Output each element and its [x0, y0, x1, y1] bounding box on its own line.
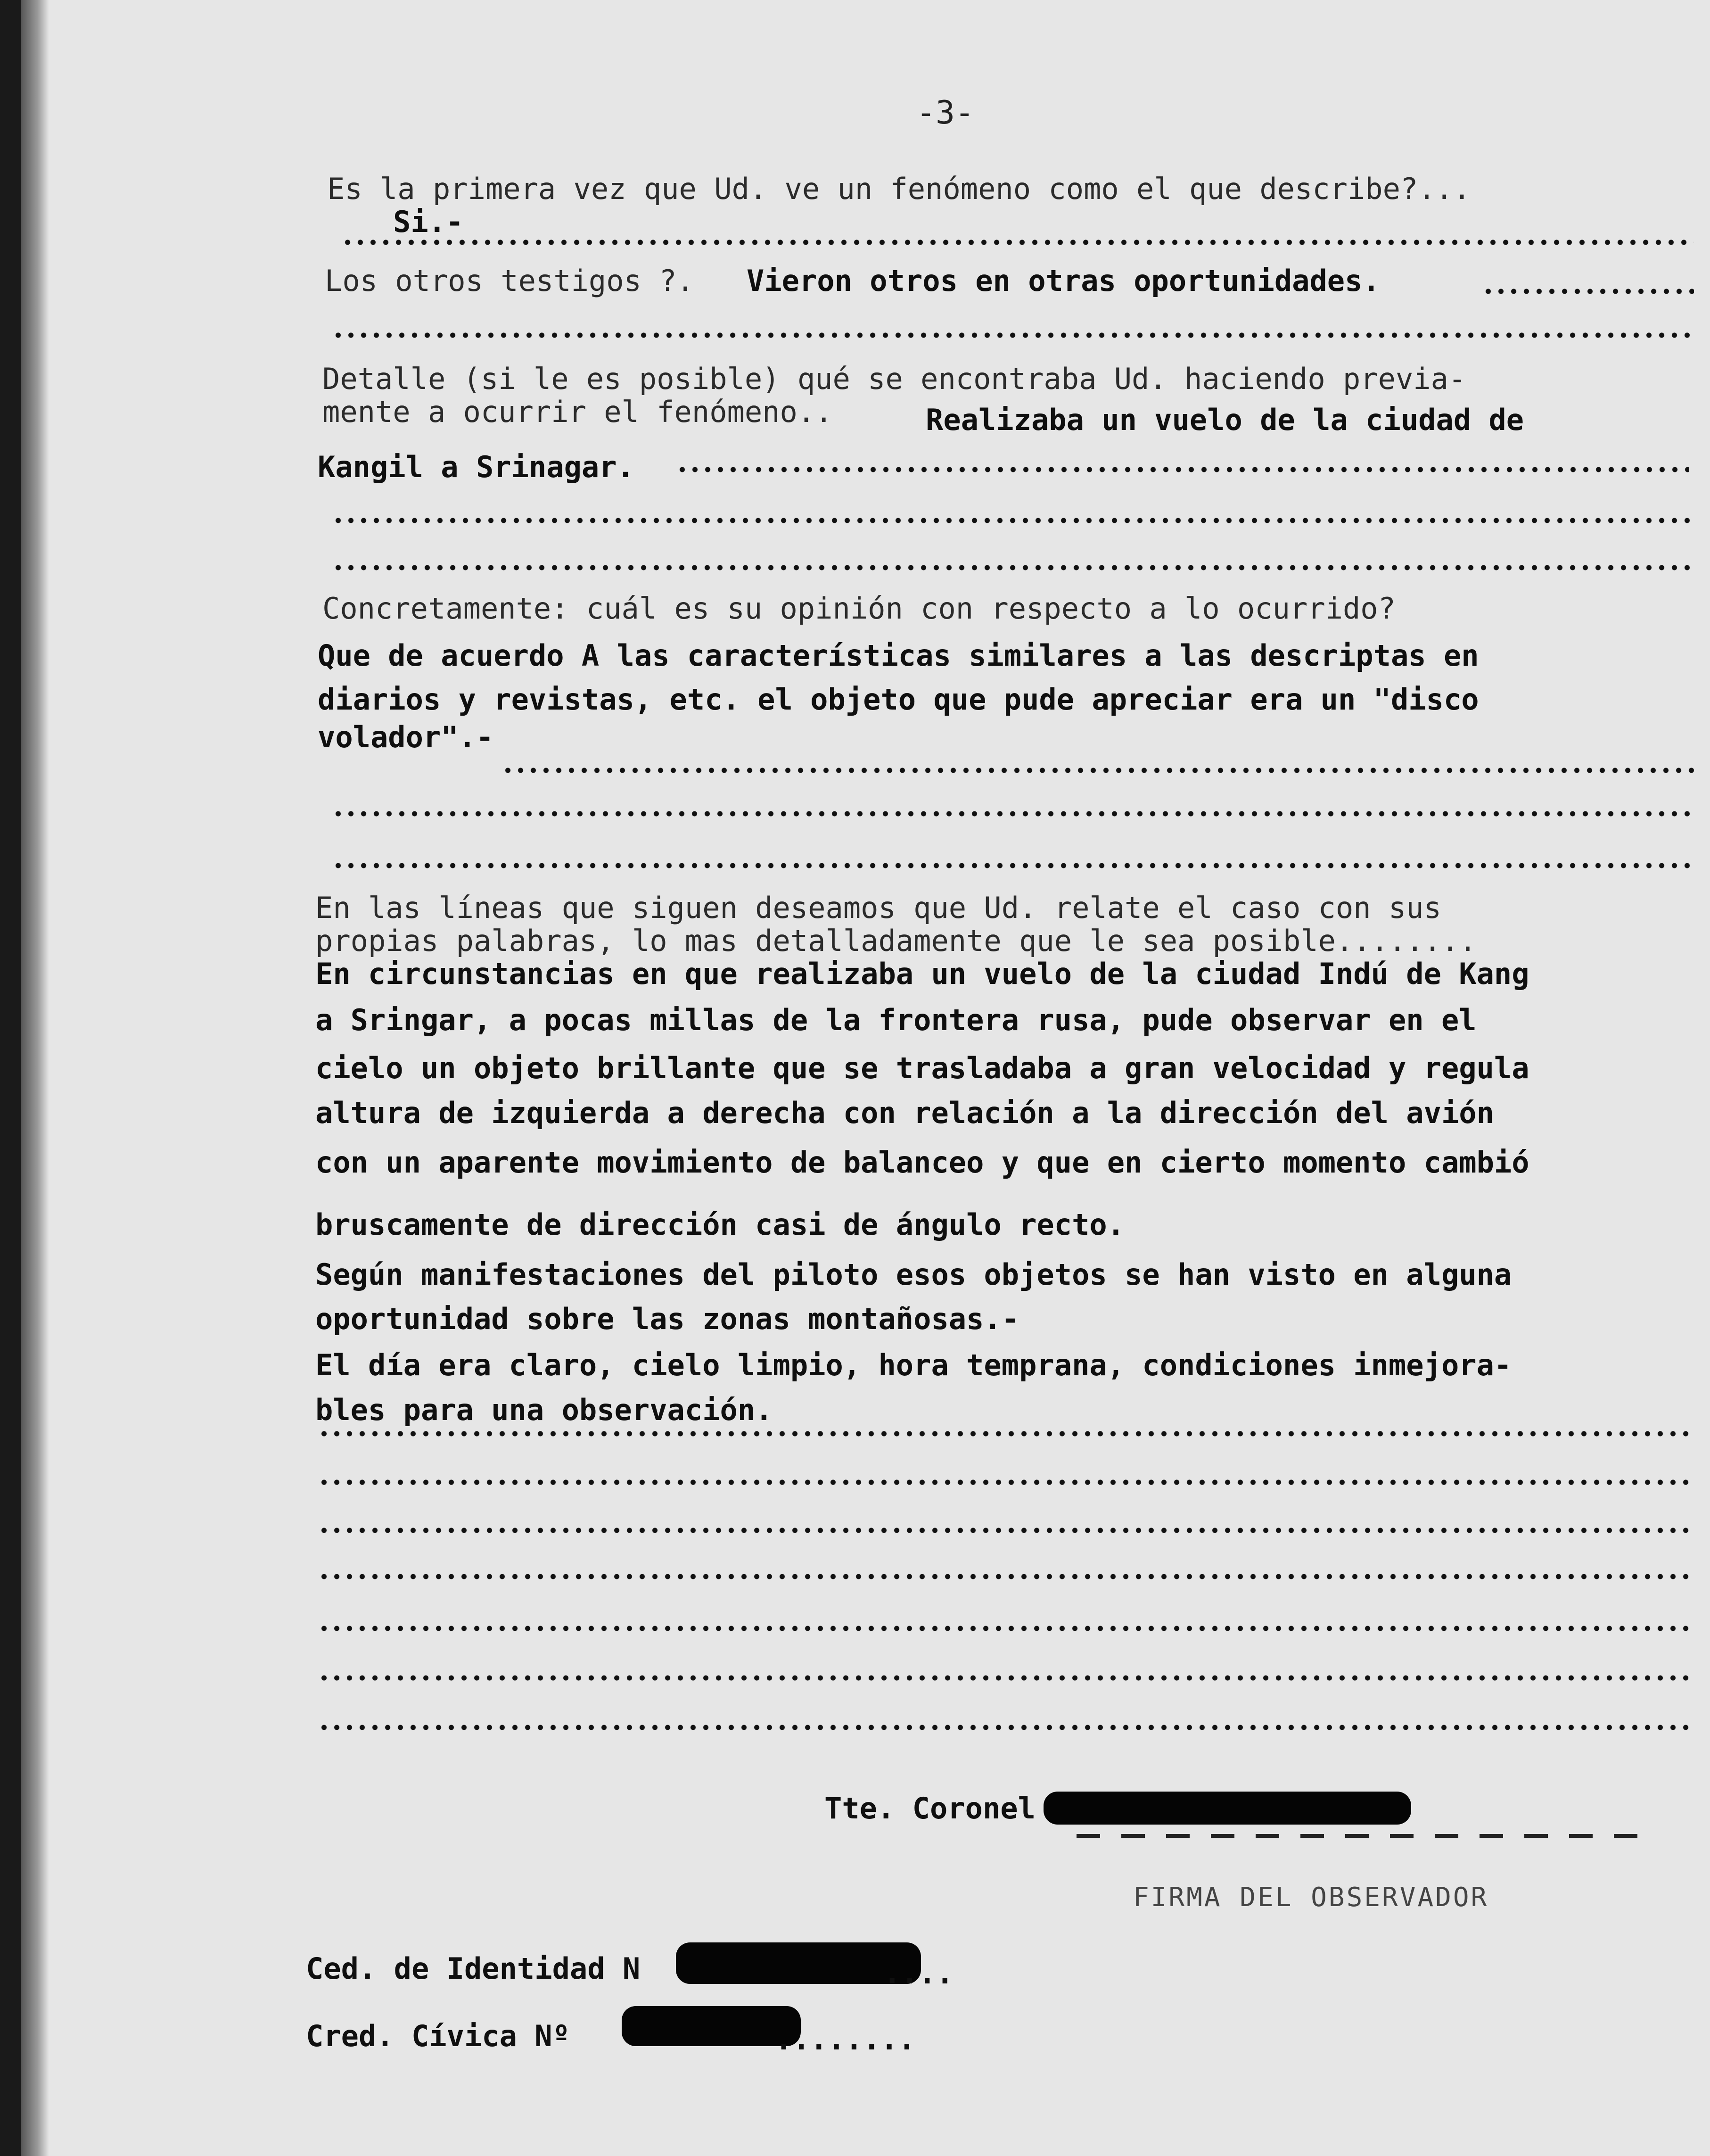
dotted-line	[332, 811, 1694, 817]
narrative-line: altura de izquierda a derecha con relación a la dirección del avión	[315, 1096, 1494, 1130]
question-narrative-line2: propias palabras, lo mas detalladamente que le sea posible........	[315, 924, 1477, 958]
narrative-line: cielo un objeto brillante que se trasladaba a gran velocidad y regula	[315, 1051, 1529, 1085]
narrative-line: En circunstancias en que realizaba un vuelo de la ciudad Indú de Kang	[315, 957, 1529, 991]
dotted-line	[676, 467, 1689, 472]
dotted-line	[318, 1675, 1694, 1681]
redaction-bar	[622, 2006, 801, 2046]
narrative-line: bruscamente de dirección casi de ángulo recto.	[315, 1207, 1125, 1242]
dotted-line	[332, 332, 1694, 338]
question-prior-activity-line1: Detalle (si le es posible) qué se encontraba Ud. haciendo previa-	[322, 362, 1466, 396]
dotted-line	[318, 1725, 1694, 1730]
dotted-line	[318, 1574, 1694, 1579]
page-number: -3-	[916, 94, 974, 132]
question-narrative-line1: En las líneas que siguen deseamos que Ud. relate el caso con sus	[315, 891, 1441, 925]
narrative-line: Según manifestaciones del piloto esos objetos se han visto en alguna	[315, 1257, 1512, 1292]
dotted-line	[332, 565, 1694, 570]
document-page	[21, 0, 1710, 2156]
narrative-line: a Sringar, a pocas millas de la frontera rusa, pude observar en el	[315, 1003, 1477, 1037]
question-first-time: Es la primera vez que Ud. ve un fenómeno como el que describe?...	[327, 172, 1471, 206]
cedula-dots: ....	[883, 1956, 954, 1991]
signature-caption: FIRMA DEL OBSERVADOR	[1133, 1882, 1489, 1913]
dotted-line	[332, 518, 1694, 523]
answer-prior-activity-line2: Kangil a Srinagar.	[318, 450, 634, 484]
question-other-witnesses: Los otros testigos ?.	[325, 264, 694, 298]
question-opinion: Concretamente: cuál es su opinión con respecto a lo ocurrido?	[322, 591, 1396, 626]
narrative-line: El día era claro, cielo limpio, hora temprana, condiciones inmejora-	[315, 1348, 1512, 1382]
cedula-label: Ced. de Identidad N	[306, 1951, 641, 1986]
answer-opinion-line2: diarios y revistas, etc. el objeto que pude apreciar era un "disco	[318, 682, 1479, 717]
dotted-line	[318, 1528, 1694, 1533]
dotted-line	[341, 240, 1694, 245]
dotted-line	[332, 863, 1694, 868]
signature-rank: Tte. Coronel	[824, 1791, 1036, 1826]
answer-other-witnesses: Vieron otros en otras oportunidades.	[747, 264, 1380, 298]
dotted-line	[501, 768, 1694, 773]
answer-first-time: Si.-	[393, 205, 464, 239]
dotted-line	[318, 1626, 1694, 1631]
narrative-line: bles para una observación.	[315, 1393, 773, 1427]
civica-label: Cred. Cívica Nº	[306, 2019, 570, 2053]
answer-opinion-line3: volador".-	[318, 720, 494, 754]
redaction-bar	[1044, 1792, 1411, 1825]
answer-prior-activity-line1: Realizaba un vuelo de la ciudad de	[926, 403, 1524, 437]
signature-line	[1077, 1834, 1656, 1838]
dotted-line	[318, 1479, 1694, 1485]
dotted-line	[318, 1431, 1694, 1437]
dotted-line	[1482, 289, 1694, 294]
question-prior-activity-line2: mente a ocurrir el fenómeno..	[322, 395, 833, 429]
civica-dots: ........	[775, 2022, 916, 2057]
narrative-line: oportunidad sobre las zonas montañosas.-	[315, 1302, 1019, 1336]
answer-opinion-line1: Que de acuerdo A las características similares a las descriptas en	[318, 638, 1479, 673]
narrative-line: con un aparente movimiento de balanceo y que en cierto momento cambió	[315, 1145, 1529, 1180]
